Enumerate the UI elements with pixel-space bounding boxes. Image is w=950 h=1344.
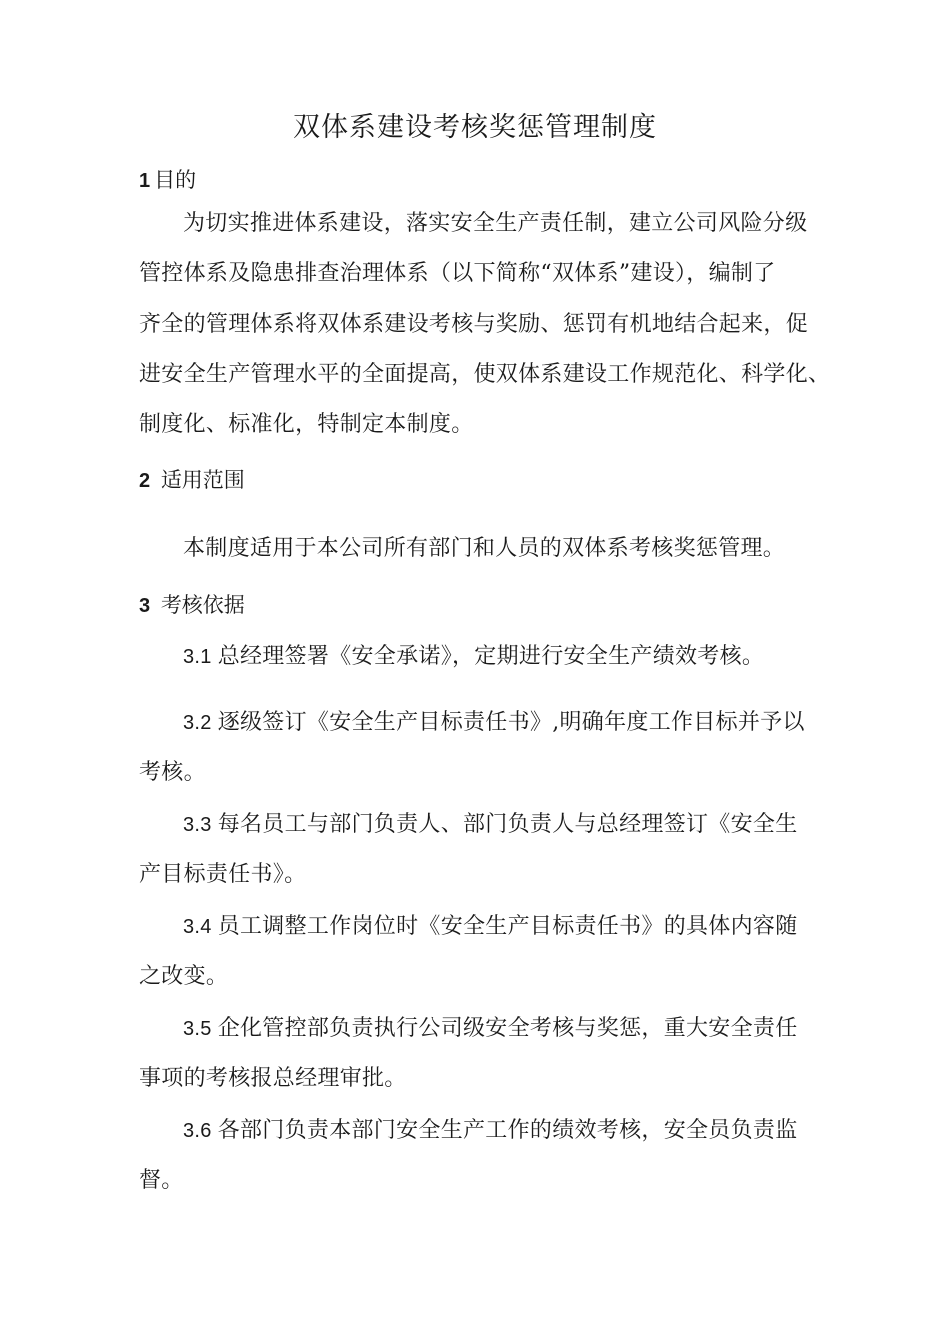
clause-text: 总经理签署《安全承诺》，定期进行安全生产绩效考核。: [217, 644, 765, 669]
clause-text: 企化管控部负责执行公司级安全考核与奖惩，重大安全责任: [217, 1016, 798, 1041]
clause-continuation: 事项的考核报总经理审批。: [139, 1066, 407, 1091]
clause-text: 每名员工与部门负责人、部门负责人与总经理签订《安全生: [217, 812, 798, 837]
clause-3-1: [183, 640, 764, 674]
clause-text: 逐级签订《安全生产目标责任书》,明确年度工作目标并予以: [217, 710, 805, 735]
paragraph-line: 进安全生产管理水平的全面提高，使双体系建设工作规范化、科学化、: [139, 362, 831, 387]
clause-3-6: [183, 1114, 798, 1148]
section-1-heading: [139, 165, 196, 196]
paragraph-line: 本制度适用于本公司所有部门和人员的双体系考核奖惩管理。: [183, 536, 786, 561]
clause-text: 各部门负责本部门安全生产工作的绩效考核，安全员负责监: [217, 1118, 798, 1143]
section-3-heading: [139, 590, 245, 621]
paragraph-line: 制度化、标准化，特制定本制度。: [139, 412, 474, 437]
clause-number: 3.4: [183, 916, 212, 938]
clause-number: 3.6: [183, 1120, 212, 1142]
paragraph-line: 管控体系及隐患排查治理体系（以下简称“双体系”建设），编制了: [139, 261, 776, 286]
paragraph-line: 为切实推进体系建设，落实安全生产责任制，建立公司风险分级: [183, 211, 808, 236]
clause-number: 3.3: [183, 814, 212, 836]
clause-continuation: 考核。: [139, 760, 206, 785]
clause-3-3: [183, 808, 798, 842]
section-title: 考核依据: [160, 593, 245, 617]
clause-continuation: 产目标责任书》。: [139, 862, 307, 887]
clause-3-4: [183, 910, 798, 944]
clause-continuation: 之改变。: [139, 964, 229, 989]
paragraph-line: 齐全的管理体系将双体系建设考核与奖励、惩罚有机地结合起来，促: [139, 312, 809, 337]
section-number: 3: [139, 595, 151, 617]
clause-3-2: [183, 706, 805, 740]
clause-number: 3.1: [183, 646, 212, 668]
document-title: 双体系建设考核奖惩管理制度: [293, 112, 657, 143]
section-2-heading: [139, 465, 245, 496]
section-number: 1: [139, 170, 151, 192]
clause-number: 3.5: [183, 1018, 212, 1040]
clause-continuation: 督。: [139, 1168, 184, 1193]
section-title: 目的: [154, 168, 197, 192]
clause-text: 员工调整工作岗位时《安全生产目标责任书》的具体内容随: [217, 914, 798, 939]
section-title: 适用范围: [160, 468, 245, 492]
section-number: 2: [139, 470, 151, 492]
clause-3-5: [183, 1012, 798, 1046]
clause-number: 3.2: [183, 712, 212, 734]
